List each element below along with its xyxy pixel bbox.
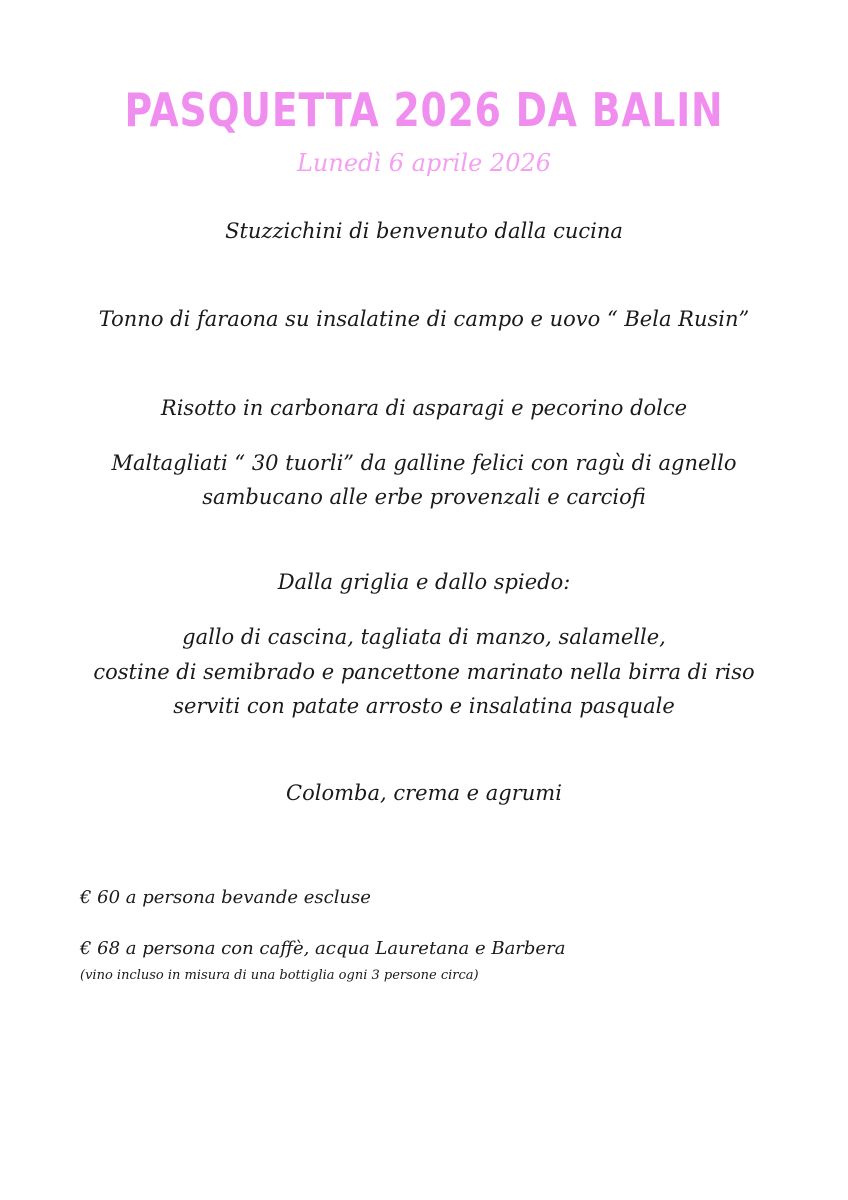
menu-item-pasta-line1: Maltagliati “ 30 tuorli” da galline felici con ragù di agnello [111, 451, 737, 475]
price-option-1: € 60 a persona bevande escluse [80, 887, 371, 908]
menu-item-grill-line3: serviti con patate arrosto e insalatina pasquale [173, 694, 675, 718]
event-date: Lunedì 6 aprile 2026 [296, 149, 552, 177]
menu-item-pasta-line2: sambucano alle erbe provenzali e carciofi [202, 485, 646, 509]
menu-item-starter: Tonno di faraona su insalatine di campo e uovo “ Bela Rusin” [98, 307, 750, 331]
menu-item-welcome: Stuzzichini di benvenuto dalla cucina [225, 219, 623, 243]
menu-item-grill-line2: costine di semibrado e pancettone marinato nella birra di riso [93, 660, 755, 684]
menu-section-grill-heading: Dalla griglia e dallo spiedo: [277, 570, 571, 594]
price-note: (vino incluso in misura di una bottiglia ogni 3 persone circa) [80, 968, 479, 983]
price-option-2: € 68 a persona con caffè, acqua Lauretana e Barbera [80, 938, 566, 959]
page-title: PASQUETTA 2026 DA BALIN [124, 83, 724, 137]
menu-item-dessert: Colomba, crema e agrumi [286, 781, 562, 805]
menu-item-risotto: Risotto in carbonara di asparagi e pecorino dolce [160, 396, 688, 420]
menu-item-grill-line1: gallo di cascina, tagliata di manzo, salamelle, [182, 625, 666, 649]
